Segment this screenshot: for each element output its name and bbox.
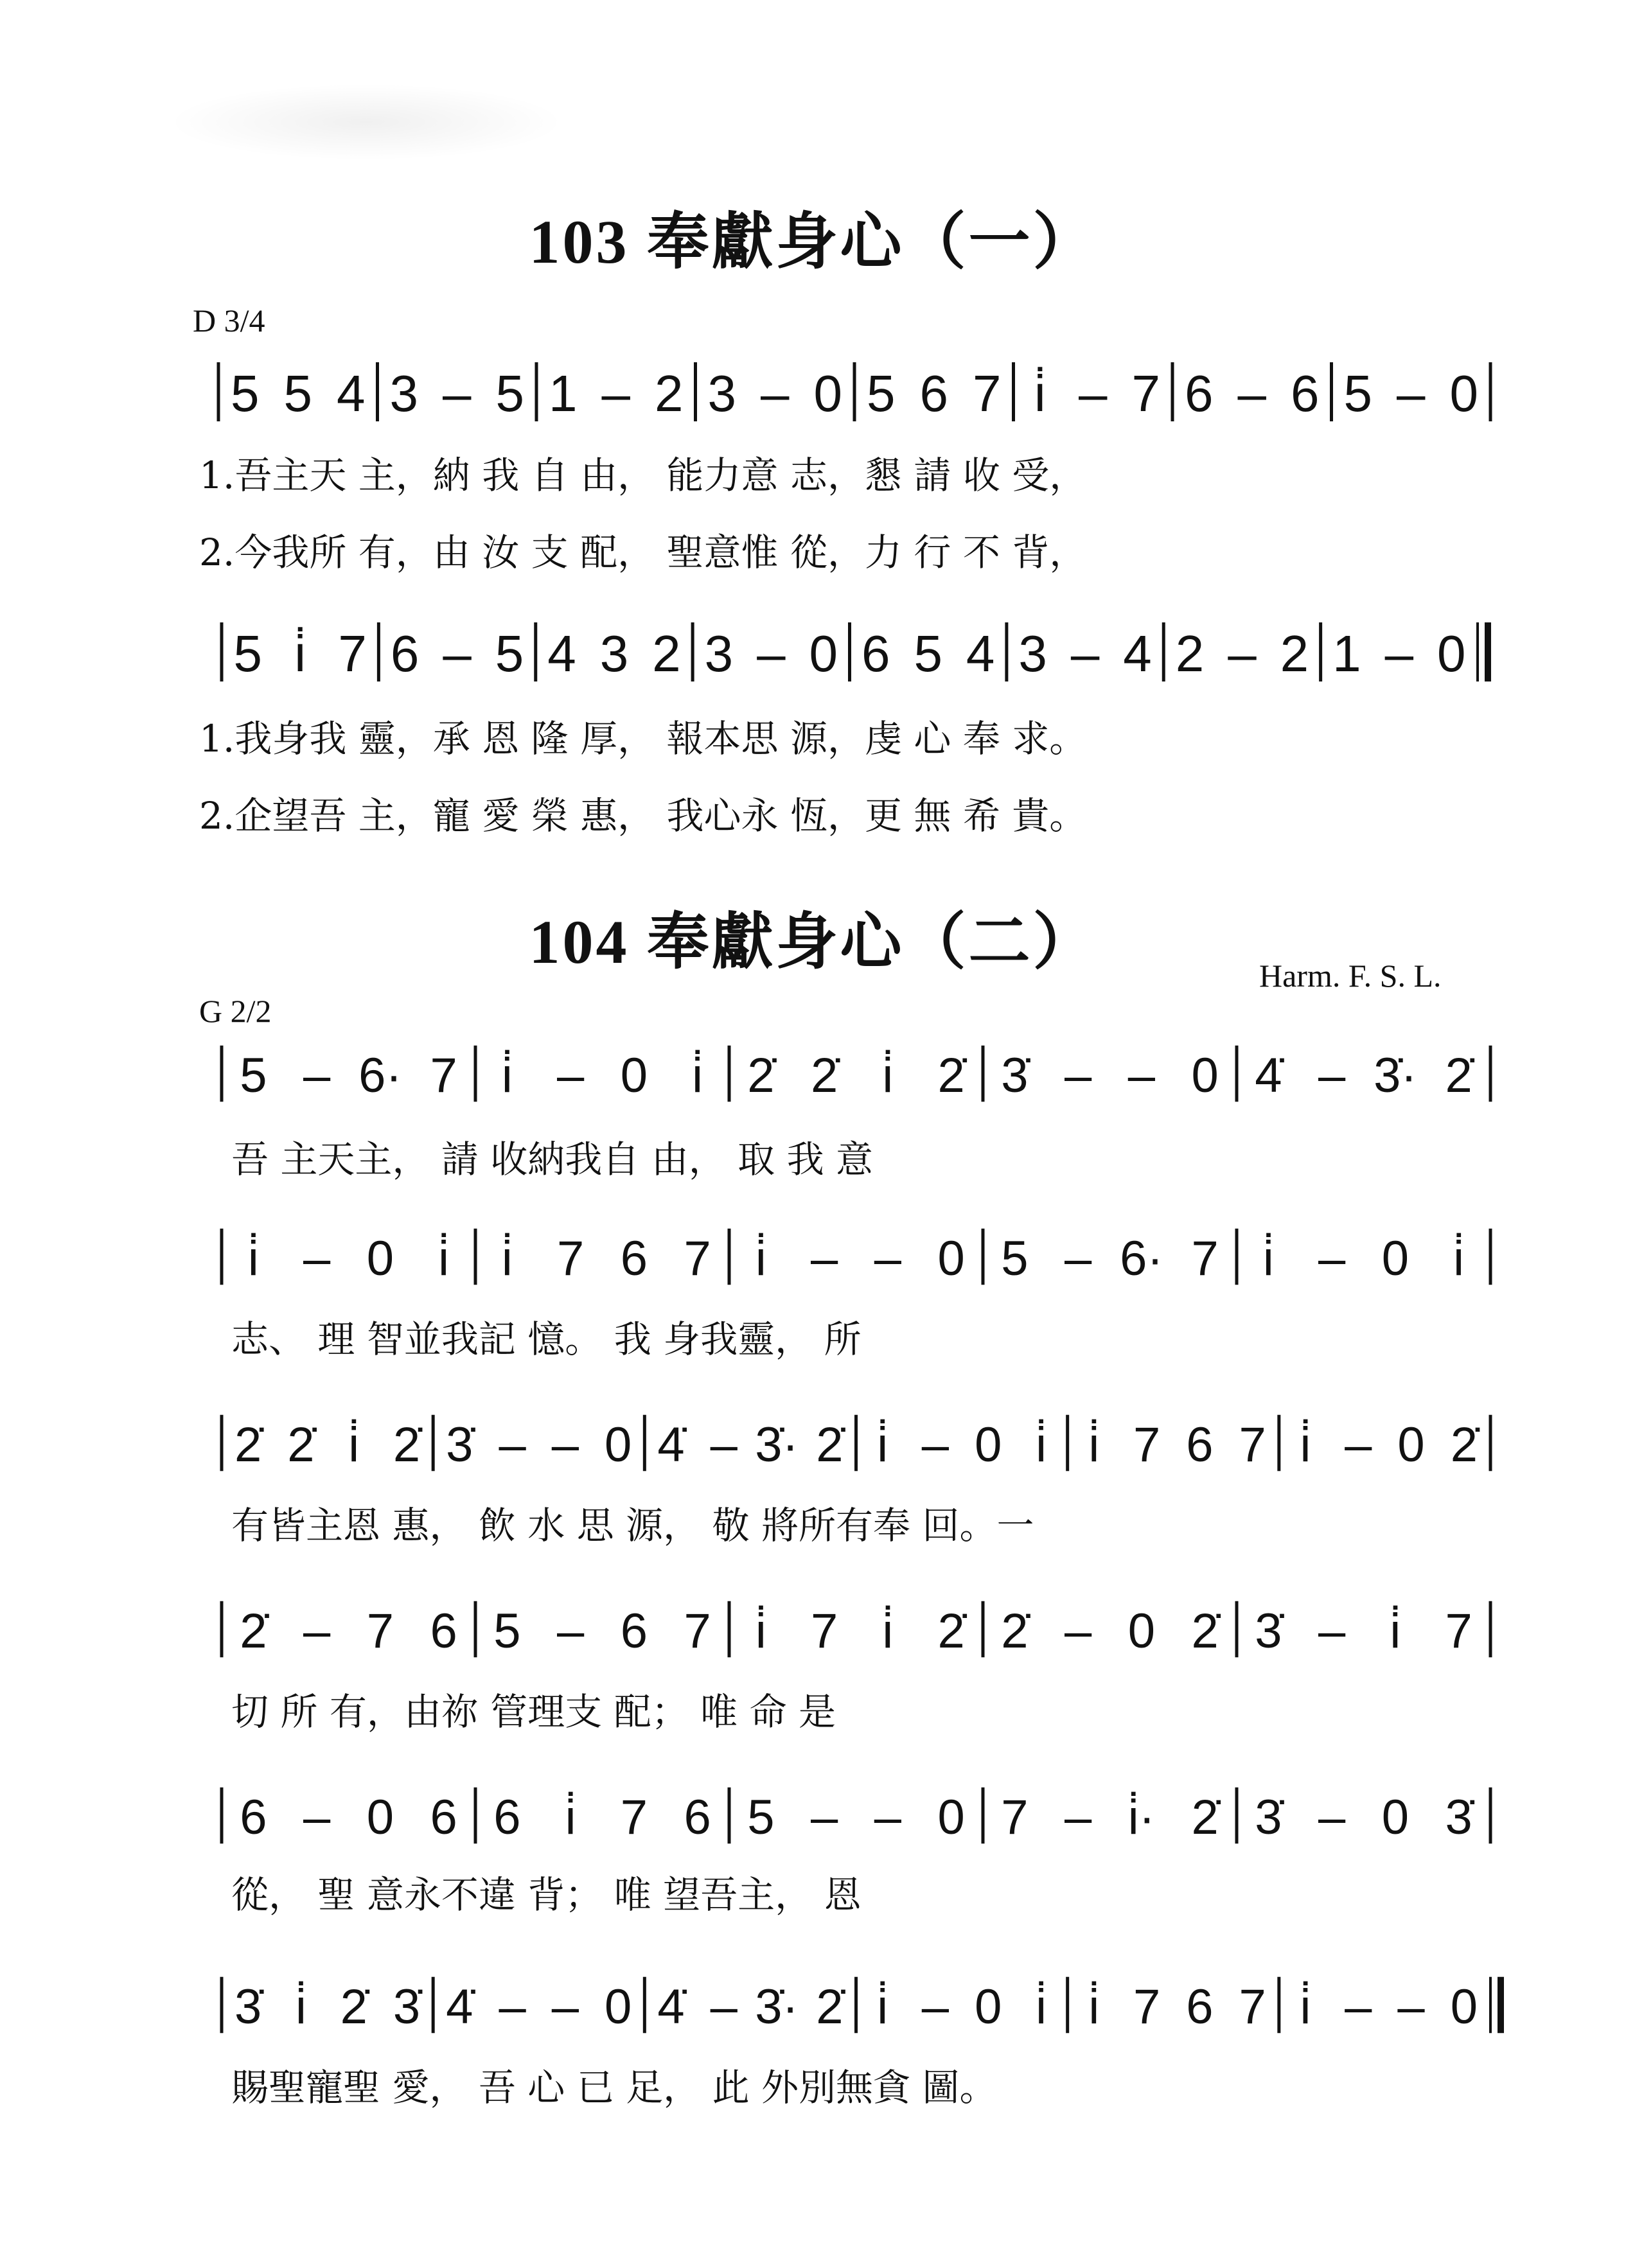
hymn104-row6-m1-note2: i̇ <box>295 1980 306 2034</box>
hymn103-row2-m6-note2: – <box>1070 625 1100 682</box>
hymn104-row4-m2-note4: 7 <box>684 1604 711 1658</box>
hymn104-row3-m4-note3: 0 <box>975 1418 1002 1472</box>
hymn104-row4-m1-note4: 6 <box>430 1604 457 1658</box>
hymn104-row5-m3-note3: – <box>874 1790 902 1845</box>
hymn103-row1-m5-note3: 7 <box>973 365 1002 422</box>
hymn103-row1-m8-note1: 5 <box>1343 365 1372 422</box>
hymn104-row3-m3-note3: 3̇· <box>755 1418 799 1472</box>
hymn104-row6-m2-note3: – <box>551 1980 579 2034</box>
hymn104-row4-m5-note4: 7 <box>1445 1604 1472 1658</box>
hymn103-row2-m4-note3: 0 <box>809 625 838 682</box>
hymn103-row1-m2-note3: 5 <box>495 365 524 422</box>
hymn104-row1-m3-note3: i̇ <box>882 1048 894 1103</box>
hymn103-row2-m2-note3: 5 <box>495 625 524 682</box>
hymn-104-harmonization: Harm. F. S. L. <box>1259 958 1442 994</box>
hymn103-row2-m8-note2: – <box>1384 625 1414 682</box>
hymn-104-lyric-line2: 志、 理 智並我記 憶。 我 身我靈， 所 <box>231 1317 862 1361</box>
hymn104-row2-m4-note3: 6· <box>1120 1231 1163 1286</box>
hymn104-row5-m2-note1: 6 <box>493 1790 521 1845</box>
hymn104-row1-m2-note1: i̇ <box>501 1048 513 1103</box>
hymn104-row1-m3-note2: 2̇ <box>810 1048 838 1103</box>
hymn-104-title: 104 奉獻身心（二） <box>529 908 1097 976</box>
hymn104-row1-m5-note4: 2̇ <box>1445 1048 1472 1103</box>
hymn104-row3-m6-note3: 0 <box>1397 1418 1425 1472</box>
hymn104-row3-m4-note2: – <box>921 1418 950 1472</box>
hymn104-row5-m1-note1: 6 <box>240 1790 267 1845</box>
hymn104-row5-m3-note4: 0 <box>937 1790 965 1845</box>
hymn-103-verse1-line1: 1.吾主天 主，納 我 自 由， 能力意 志，懇 請 收 受， <box>199 453 1087 497</box>
hymn104-row6-m6-note1: i̇ <box>1300 1980 1311 2034</box>
hymn-104-lyric-line6: 賜聖寵聖 愛， 吾 心 已 足， 此 外別無貪 圖。 <box>231 2066 997 2109</box>
hymn104-row4-m3-note4: 2̇ <box>937 1604 965 1658</box>
hymn-103-verse1-line2: 1.我身我 靈，承 恩 隆 厚， 報本思 源，虔 心 奉 求。 <box>199 717 1087 760</box>
hymn103-row1-m4-note2: – <box>761 365 790 422</box>
hymn104-row2-m1-note3: 0 <box>366 1231 394 1286</box>
hymn104-row6-m1-note3: 2̇ <box>340 1980 367 2034</box>
hymn103-row2-m4-note2: – <box>757 625 786 682</box>
hymn104-row6-m6-note4: 0 <box>1450 1980 1478 2034</box>
hymn103-row2-m1-note2: i̇ <box>294 625 306 682</box>
hymn104-row3-m1-note1: 2̇ <box>234 1418 262 1472</box>
hymn103-row1-m7-note2: – <box>1237 365 1266 422</box>
hymn104-row5-m2-note4: 6 <box>684 1790 711 1845</box>
hymn104-row3-m5-note3: 6 <box>1186 1418 1214 1472</box>
hymn104-row1-m3-note4: 2̇ <box>937 1048 965 1103</box>
hymn103-row2-m3-note2: 3 <box>599 625 629 682</box>
hymn103-row1-m6-note3: 7 <box>1131 365 1160 422</box>
hymn103-row1-m1-note3: 4 <box>337 365 366 422</box>
hymn104-row1-m2-note2: – <box>556 1048 585 1103</box>
hymn104-row2-m4-note4: 7 <box>1191 1231 1219 1286</box>
hymn104-row3-m5-note2: 7 <box>1133 1418 1161 1472</box>
hymn104-row6-m5-note2: 7 <box>1133 1980 1161 2034</box>
hymn104-row5-m5-note1: 3̇ <box>1255 1790 1282 1845</box>
hymn104-row2-m2-note2: 7 <box>556 1231 585 1286</box>
hymn103-row2-m7-note1: 2 <box>1175 625 1205 682</box>
hymn103-row1-m3-note3: 2 <box>655 365 684 422</box>
hymn104-row1-m4-note4: 0 <box>1191 1048 1219 1103</box>
hymn104-row2-m1-note2: – <box>303 1231 331 1286</box>
hymn104-row3-m4-note1: i̇ <box>877 1418 888 1472</box>
hymn103-row2-m2-note1: 6 <box>390 625 420 682</box>
hymn104-row3-m2-note2: – <box>499 1418 526 1472</box>
hymn-103-verse2-line1: 2.今我所 有，由 汝 支 配， 聖意惟 從，力 行 不 背， <box>199 531 1087 574</box>
hymn103-row2-m5-note2: 5 <box>914 625 942 682</box>
hymn104-row5-m4-note2: – <box>1064 1790 1092 1845</box>
hymn104-row2-m3-note2: – <box>810 1231 838 1286</box>
hymn104-row5-m1-note4: 6 <box>430 1790 457 1845</box>
hymn104-row6-m4-note4: i̇ <box>1036 1980 1047 2034</box>
hymn104-row2-m5-note3: 0 <box>1381 1231 1409 1286</box>
hymn104-row4-m3-note3: i̇ <box>882 1604 894 1658</box>
hymn104-row2-m5-note4: i̇ <box>1453 1231 1465 1286</box>
hymn103-row2-m1-note1: 5 <box>233 625 262 682</box>
hymn104-row3-m2-note4: 0 <box>605 1418 632 1472</box>
hymn104-row5-m2-note2: i̇ <box>565 1790 576 1845</box>
hymn104-row6-m2-note4: 0 <box>605 1980 632 2034</box>
hymn104-row3-m2-note3: – <box>551 1418 579 1472</box>
hymn104-row4-m2-note1: 5 <box>493 1604 521 1658</box>
hymn104-row5-m4-note3: i̇· <box>1127 1790 1155 1845</box>
hymn104-row5-m3-note2: – <box>810 1790 838 1845</box>
hymn103-row1-m5-note1: 5 <box>867 365 896 422</box>
hymn104-row5-m2-note3: 7 <box>620 1790 648 1845</box>
hymn104-row2-m5-note2: – <box>1318 1231 1346 1286</box>
hymn104-row1-m2-note3: 0 <box>620 1048 648 1103</box>
hymn104-row1-m4-note1: 3̇ <box>1001 1048 1029 1103</box>
hymn103-row1-m4-note3: 0 <box>813 365 842 422</box>
hymn104-row4-m4-note4: 2̇ <box>1191 1604 1219 1658</box>
hymn104-row3-m4-note4: i̇ <box>1036 1418 1047 1472</box>
hymn104-row1-m5-note1: 4̇ <box>1255 1048 1282 1103</box>
hymn104-row3-m6-note2: – <box>1345 1418 1372 1472</box>
hymn104-row4-m1-note2: – <box>303 1604 331 1658</box>
hymn103-row2-m2-note2: – <box>443 625 472 682</box>
hymn104-row6-m4-note2: – <box>921 1980 950 2034</box>
hymn104-row2-m5-note1: i̇ <box>1262 1231 1274 1286</box>
hymn103-row2-m3-note1: 4 <box>547 625 576 682</box>
hymn104-row3-m1-note3: i̇ <box>348 1418 360 1472</box>
hymn104-row4-m5-note1: 3̇ <box>1255 1604 1282 1658</box>
hymn103-row1-m4-note1: 3 <box>707 365 736 422</box>
hymn104-row2-m3-note4: 0 <box>937 1231 965 1286</box>
hymn104-row1-m5-note2: – <box>1318 1048 1346 1103</box>
hymn104-row6-m5-note1: i̇ <box>1088 1980 1100 2034</box>
hymn104-row6-m6-note3: – <box>1397 1980 1425 2034</box>
hymn104-row6-m3-note4: 2̇ <box>816 1980 844 2034</box>
hymn104-row5-m1-note2: – <box>303 1790 331 1845</box>
hymn104-row3-m3-note2: – <box>710 1418 738 1472</box>
hymn104-row5-m4-note4: 2̇ <box>1191 1790 1219 1845</box>
hymn104-row2-m1-note4: i̇ <box>438 1231 450 1286</box>
hymn104-row6-m3-note2: – <box>710 1980 738 2034</box>
hymn104-row4-m1-note1: 2̇ <box>240 1604 267 1658</box>
hymn104-row4-m3-note2: 7 <box>810 1604 838 1658</box>
hymn104-row6-m2-note2: – <box>499 1980 526 2034</box>
hymn-103-key-time: D 3/4 <box>193 303 265 338</box>
hymn103-row1-m8-note2: – <box>1397 365 1426 422</box>
hymn104-row2-m1-note1: i̇ <box>247 1231 259 1286</box>
hymn104-row3-m5-note1: i̇ <box>1088 1418 1100 1472</box>
hymn103-row2-m7-note2: – <box>1228 625 1257 682</box>
hymn-104-lyric-line4: 切 所 有，由祢 管理支 配； 唯 命 是 <box>231 1690 836 1734</box>
hymn103-row2-m5-note1: 6 <box>861 625 890 682</box>
hymn-104-lyric-line3: 有皆主恩 惠， 飲 水 思 源， 敬 將所有奉 回。一 <box>231 1504 1034 1547</box>
hymn103-row2-m8-note1: 1 <box>1332 625 1361 682</box>
hymn104-row4-m2-note2: – <box>556 1604 585 1658</box>
hymn104-row2-m2-note3: 6 <box>620 1231 648 1286</box>
hymn103-row1-m8-note3: 0 <box>1449 365 1478 422</box>
hymn104-row1-m1-note3: 6· <box>358 1048 402 1103</box>
hymn104-row3-m1-note4: 2̇ <box>393 1418 421 1472</box>
hymn104-row6-m3-note3: 3̇· <box>755 1980 799 2034</box>
hymn104-row4-m2-note3: 6 <box>620 1604 648 1658</box>
hymn104-row1-m1-note1: 5 <box>240 1048 267 1103</box>
hymn104-row3-m1-note2: 2̇ <box>287 1418 315 1472</box>
hymn103-row1-m7-note3: 6 <box>1291 365 1320 422</box>
hymn103-row2-m6-note1: 3 <box>1018 625 1047 682</box>
hymn103-row2-m4-note1: 3 <box>704 625 734 682</box>
hymn104-row5-m1-note3: 0 <box>366 1790 394 1845</box>
hymn103-row2-m6-note3: 4 <box>1123 625 1152 682</box>
hymn103-row1-m2-note2: – <box>443 365 472 422</box>
hymn104-row3-m6-note1: i̇ <box>1300 1418 1311 1472</box>
hymn104-row3-m6-note4: 2̇ <box>1450 1418 1478 1472</box>
hymn104-row4-m3-note1: i̇ <box>755 1604 766 1658</box>
hymn104-row1-m4-note2: – <box>1064 1048 1092 1103</box>
hymn104-row5-m5-note4: 3̇ <box>1445 1790 1472 1845</box>
hymn103-row1-m3-note2: – <box>601 365 630 422</box>
hymn104-row2-m3-note1: i̇ <box>755 1231 766 1286</box>
hymn103-row2-m7-note3: 2 <box>1280 625 1309 682</box>
hymn103-row2-m1-note3: 7 <box>338 625 367 682</box>
hymn103-row1-m1-note1: 5 <box>231 365 260 422</box>
hymn104-row6-m2-note1: 4̇ <box>446 1980 473 2034</box>
hymn104-row2-m4-note2: – <box>1064 1231 1092 1286</box>
hymn104-row6-m3-note1: 4̇ <box>657 1980 685 2034</box>
hymn104-row6-m1-note1: 3̇ <box>234 1980 262 2034</box>
hymn104-row4-m4-note1: 2̇ <box>1001 1604 1029 1658</box>
hymn104-row4-m4-note2: – <box>1064 1604 1092 1658</box>
hymn104-row2-m4-note1: 5 <box>1001 1231 1029 1286</box>
hymn104-row1-m1-note4: 7 <box>430 1048 457 1103</box>
hymn104-row6-m4-note1: i̇ <box>877 1980 888 2034</box>
hymn104-row3-m5-note4: 7 <box>1239 1418 1266 1472</box>
hymn103-row2-m5-note3: 4 <box>966 625 995 682</box>
hymn-104-lyric-line5: 從， 聖 意永不違 背； 唯 望吾主， 恩 <box>231 1873 862 1917</box>
hymn104-row3-m3-note1: 4̇ <box>657 1418 685 1472</box>
hymn-103-title: 103 奉獻身心（一） <box>529 207 1097 276</box>
hymn104-row6-m5-note3: 6 <box>1186 1980 1214 2034</box>
hymn104-row2-m2-note4: 7 <box>684 1231 711 1286</box>
hymn104-row1-m3-note1: 2̇ <box>747 1048 775 1103</box>
hymn103-row2-m3-note3: 2 <box>652 625 681 682</box>
hymn104-row5-m5-note3: 0 <box>1381 1790 1409 1845</box>
hymn104-row6-m6-note2: – <box>1345 1980 1372 2034</box>
hymn104-row4-m5-note3: i̇ <box>1390 1604 1401 1658</box>
hymn103-row1-m6-note1: i̇ <box>1034 365 1046 422</box>
hymn-104-key-time: G 2/2 <box>199 993 272 1029</box>
hymn103-row1-m1-note2: 5 <box>283 365 312 422</box>
hymn104-row4-m1-note3: 7 <box>366 1604 394 1658</box>
hymn104-row1-m2-note4: i̇ <box>692 1048 703 1103</box>
hymn104-row2-m2-note1: i̇ <box>501 1231 513 1286</box>
hymn-104-lyric-line1: 吾 主天主， 請 收納我自 由， 取 我 意 <box>231 1138 874 1181</box>
hymn104-row6-m1-note4: 3̇ <box>393 1980 421 2034</box>
hymn104-row1-m1-note2: – <box>303 1048 331 1103</box>
hymn104-row5-m5-note2: – <box>1318 1790 1346 1845</box>
hymn103-row2-m8-note3: 0 <box>1437 625 1466 682</box>
hymn104-row6-m5-note4: 7 <box>1239 1980 1266 2034</box>
hymn104-row2-m3-note3: – <box>874 1231 902 1286</box>
hymn103-row1-m5-note2: 6 <box>919 365 948 422</box>
hymn103-row1-m6-note2: – <box>1079 365 1108 422</box>
hymn104-row3-m3-note4: 2̇ <box>816 1418 844 1472</box>
hymn103-row1-m7-note1: 6 <box>1185 365 1214 422</box>
hymn104-row3-m2-note1: 3̇ <box>446 1418 473 1472</box>
hymn104-row5-m4-note1: 7 <box>1001 1790 1029 1845</box>
hymn104-row4-m4-note3: 0 <box>1127 1604 1156 1658</box>
hymn103-row1-m2-note1: 3 <box>389 365 418 422</box>
hymn103-row1-m3-note1: 1 <box>549 365 578 422</box>
hymn104-row1-m5-note3: 3̇· <box>1374 1048 1417 1103</box>
hymn104-row1-m4-note3: – <box>1127 1048 1156 1103</box>
hymn-103-verse2-line2: 2.企望吾 主，寵 愛 榮 惠， 我心永 恆，更 無 希 貴。 <box>199 794 1087 838</box>
hymn104-row6-m4-note3: 0 <box>975 1980 1002 2034</box>
hymn104-row4-m5-note2: – <box>1318 1604 1346 1658</box>
hymn104-row5-m3-note1: 5 <box>747 1790 775 1845</box>
